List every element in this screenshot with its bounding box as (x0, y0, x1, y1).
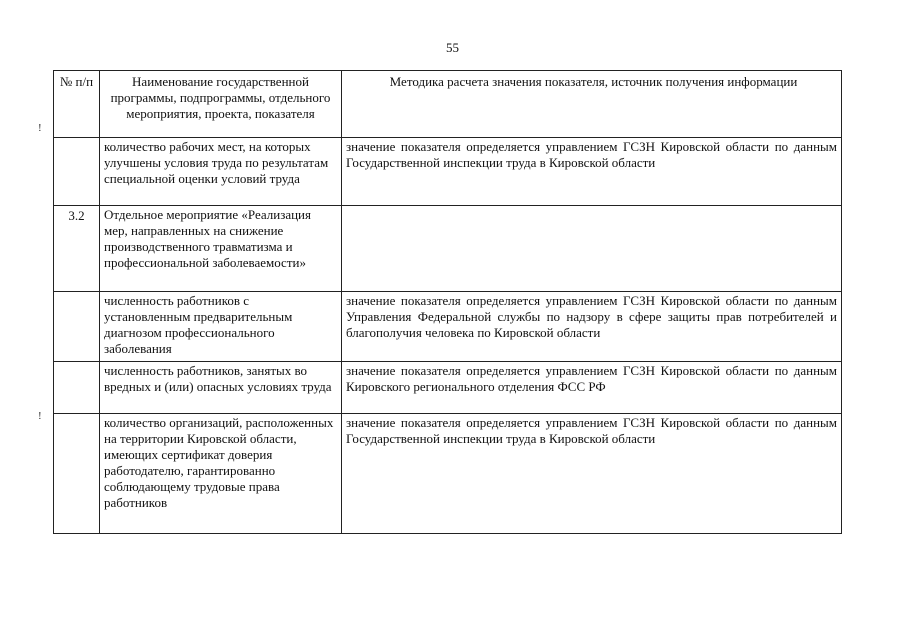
header-method: Методика расчета значения показателя, источник получения информации (342, 71, 842, 138)
row-number (54, 414, 100, 534)
table-row (54, 414, 842, 534)
row-number (54, 138, 100, 206)
row-name: численность работников, занятых во вредных и (или) опасных условиях труда (100, 362, 342, 414)
row-method: значение показателя определяется управлением ГСЗН Кировской области по данным Государственной инспекции труда в Кировской области (342, 138, 842, 206)
row-name: количество рабочих мест, на которых улучшены условия труда по результатам специальной оценки условий труда (100, 138, 342, 206)
table-header-row (54, 71, 842, 138)
header-name: Наименование государственной программы, подпрограммы, отдельного мероприятия, проекта, показателя (100, 71, 342, 138)
margin-mark: ! (38, 410, 42, 422)
margin-mark: ! (38, 122, 42, 134)
row-method: значение показателя определяется управлением ГСЗН Кировской области по данным Кировского регионального отделения ФСС РФ (342, 362, 842, 414)
page-number: 55 (446, 40, 459, 55)
row-name: количество организаций, расположенных на территории Кировской области, имеющих сертификат доверия работодателю, гарантированно соблюдающему трудовые права работников (100, 414, 342, 534)
row-method: значение показателя определяется управлением ГСЗН Кировской области по данным Государственной инспекции труда в Кировской области (342, 414, 842, 534)
indicator-table (53, 70, 842, 534)
table-row (54, 206, 842, 292)
row-number (54, 362, 100, 414)
table-row (54, 362, 842, 414)
table-row (54, 292, 842, 362)
row-method: значение показателя определяется управлением ГСЗН Кировской области по данным Управления Федеральной службы по надзору в сфере защиты прав потребителей и благополучия человека по Кировской области (342, 292, 842, 362)
row-number: 3.2 (54, 206, 100, 292)
header-number: № п/п (54, 71, 100, 138)
table-row (54, 138, 842, 206)
row-number (54, 292, 100, 362)
row-name: численность работников с установленным предварительным диагнозом профессионального заболевания (100, 292, 342, 362)
row-method (342, 206, 842, 292)
row-name: Отдельное мероприятие «Реализация мер, направленных на снижение производственного травматизма и профессиональной заболеваемости» (100, 206, 342, 292)
